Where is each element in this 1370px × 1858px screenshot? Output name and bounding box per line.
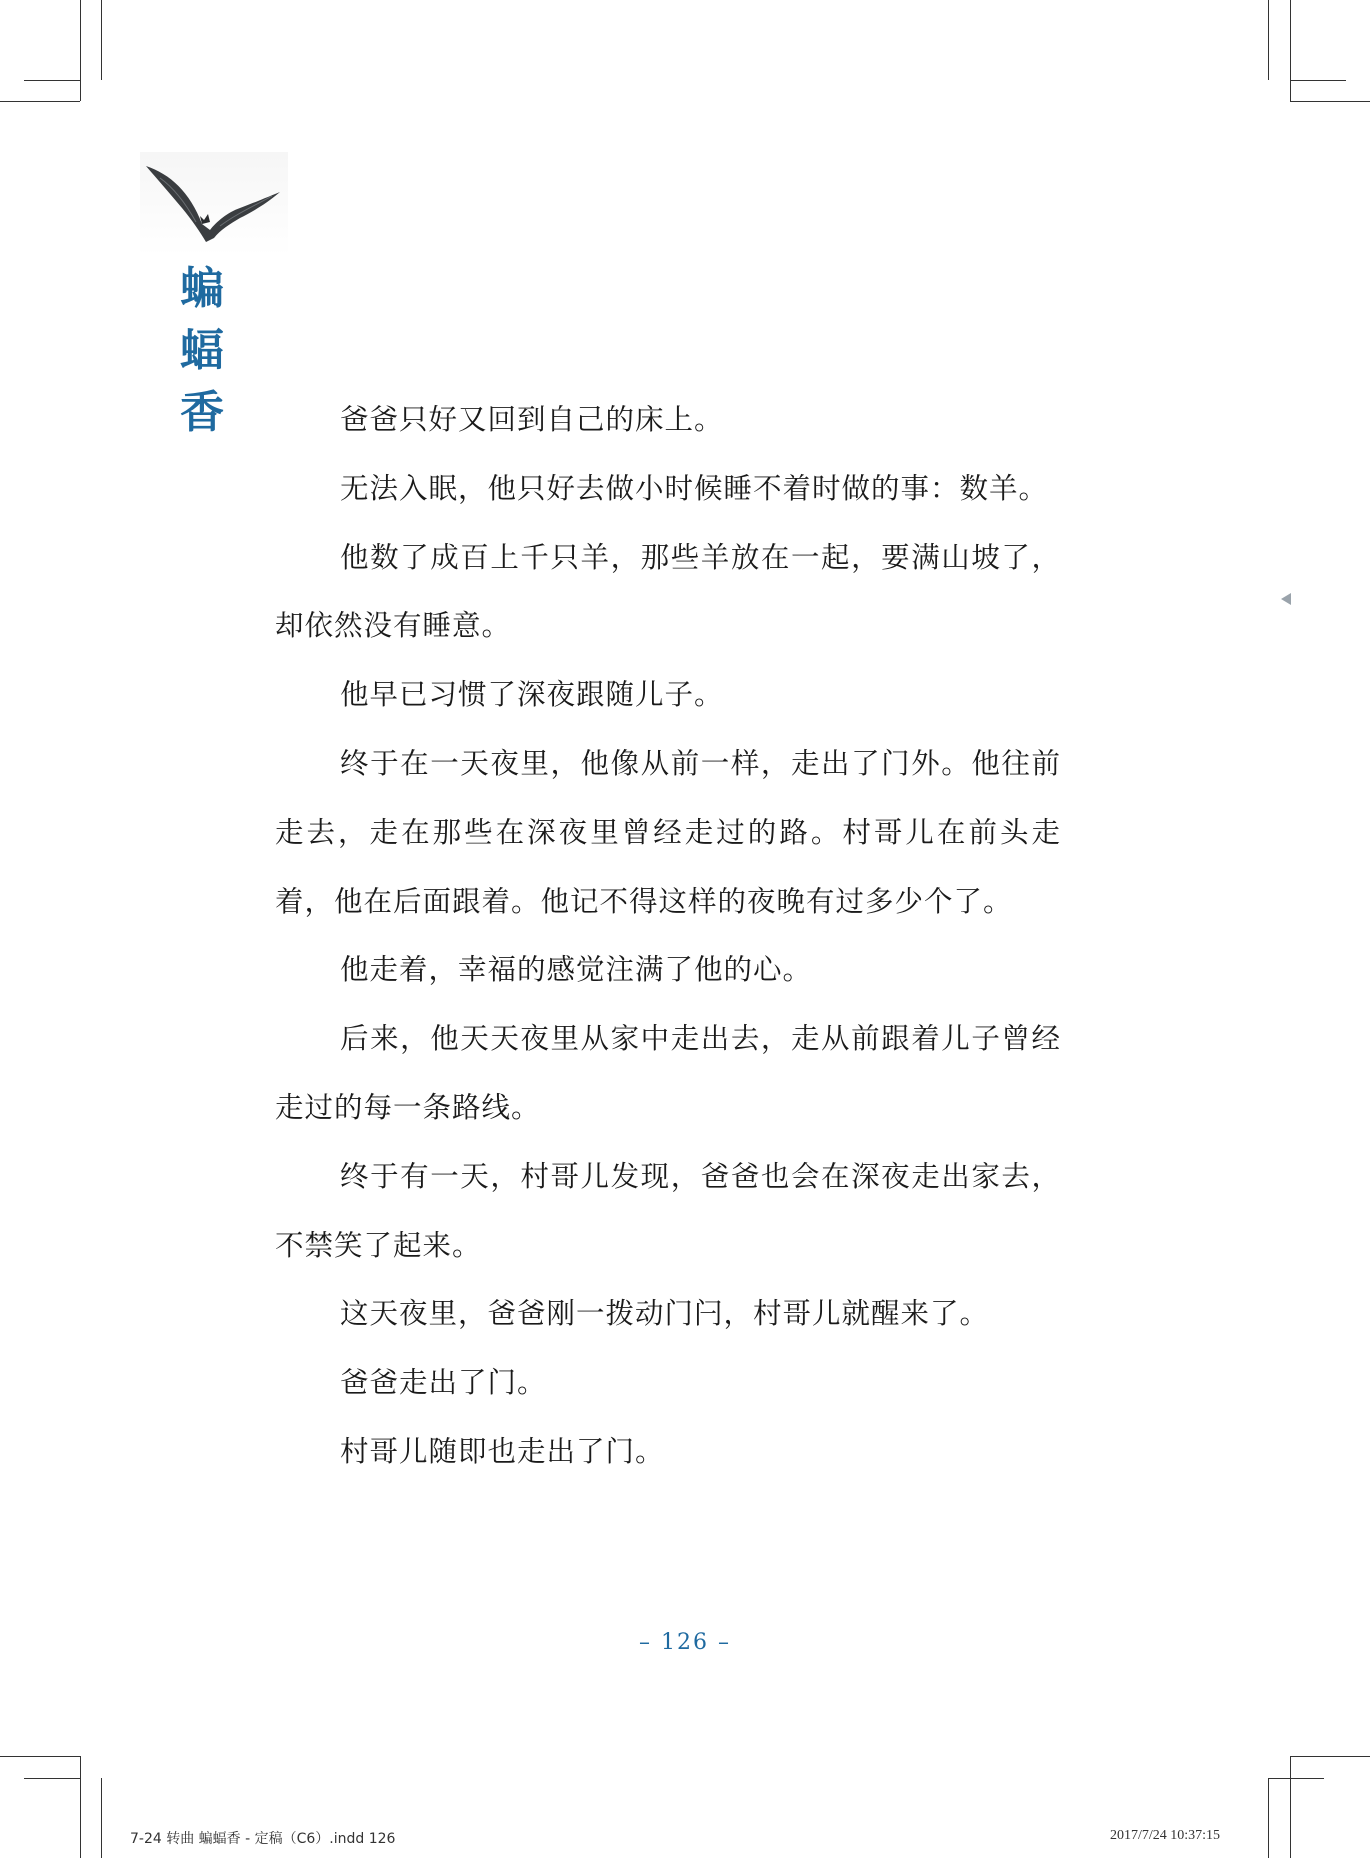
- crop-mark: [0, 101, 80, 102]
- paragraph: 他走着，幸福的感觉注满了他的心。: [340, 953, 813, 987]
- crop-mark: [80, 1756, 81, 1858]
- crop-mark: [1290, 0, 1291, 101]
- crop-mark: [1290, 101, 1370, 102]
- crop-mark: [101, 1778, 102, 1858]
- paragraph: 他数了成百上千只羊，那些羊放在一起，要满山坡了，却依然没有睡意。: [275, 540, 1061, 643]
- book-title: [172, 258, 232, 444]
- bat-icon: [140, 152, 288, 256]
- crop-mark: [101, 0, 102, 80]
- paragraph: 爸爸走出了门。: [340, 1366, 547, 1400]
- paragraph: 终于在一天夜里，他像从前一样，走出了门外。他往前走去，走在那些在深夜里曾经走过的路。村哥儿在前头走着，他在后面跟着。他记不得这样的夜晚有过多少个了。: [275, 746, 1061, 918]
- crop-mark: [24, 1778, 80, 1779]
- page-number: – 126 –: [639, 1630, 731, 1655]
- title-char: 香: [180, 387, 224, 438]
- paragraph: 终于有一天，村哥儿发现，爸爸也会在深夜走出家去，不禁笑了起来。: [275, 1159, 1061, 1262]
- file-slug: 7-24 转曲 蝙蝠香 - 定稿（C6）.indd 126: [130, 1831, 396, 1847]
- triangle-left-icon: [1281, 593, 1291, 605]
- paragraph: 无法入眠，他只好去做小时候睡不着时做的事：数羊。: [340, 471, 1049, 505]
- paragraph: 他早已习惯了深夜跟随儿子。: [340, 678, 724, 712]
- timestamp: 2017/7/24 10:37:15: [1109, 1828, 1220, 1843]
- crop-mark: [1290, 1756, 1291, 1858]
- paragraph: 这天夜里，爸爸刚一拨动门闩，村哥儿就醒来了。: [340, 1297, 990, 1331]
- crop-mark: [80, 0, 81, 101]
- crop-mark: [1268, 1778, 1324, 1779]
- crop-mark: [1268, 0, 1269, 80]
- crop-mark: [1290, 1756, 1370, 1757]
- crop-mark: [24, 80, 80, 81]
- paragraph: 后来，他天天夜里从家中走出去，走从前跟着儿子曾经走过的每一条路线。: [275, 1022, 1061, 1124]
- paragraph: 村哥儿随即也走出了门。: [340, 1434, 665, 1468]
- title-char: 蝙: [180, 263, 224, 314]
- crop-mark: [1268, 1778, 1269, 1858]
- crop-mark: [1290, 80, 1346, 81]
- paragraph: 爸爸只好又回到自己的床上。: [340, 403, 724, 436]
- bat-illustration: [140, 152, 288, 256]
- crop-mark: [0, 1756, 80, 1757]
- body-text: [275, 386, 1061, 1487]
- title-char: 蝠: [180, 325, 224, 376]
